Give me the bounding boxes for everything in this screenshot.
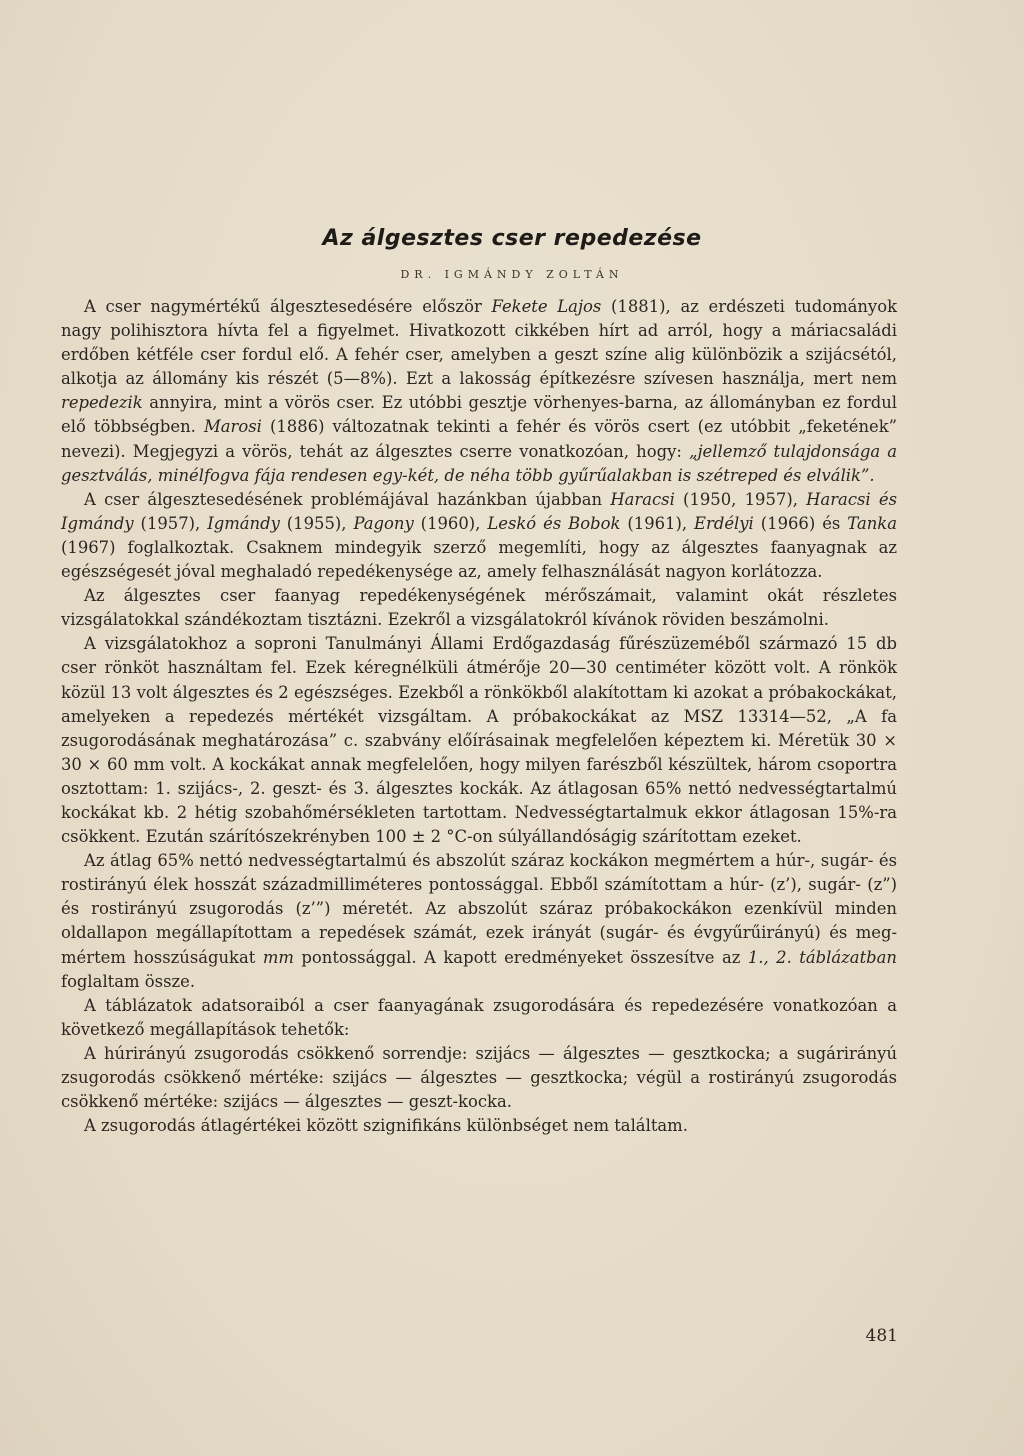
text-run: Leskó és Bobok [487, 513, 621, 533]
text-run: A táblázatok adatsoraiból a cser faanyagának zsugorodására és repedezésére vonatkozóan a következő megállapítások tehetők: [61, 995, 897, 1039]
text-run: (1961), [620, 513, 695, 533]
paragraph-6 [61, 994, 897, 1042]
text-run: (1960), [413, 513, 488, 533]
text-run: Haracsi és Igmándy [61, 489, 898, 533]
text-run: mm [262, 947, 294, 967]
text-run: Erdélyi [694, 513, 754, 533]
text-run: (1967) foglalkoztak. Csaknem mindegyik szerző megemlíti, hogy az álgesztes faanyagnak az egészségesét jóval meghaladó repedékenysége az, amely felhasználását nagyon korlátozza. [61, 537, 897, 582]
text-run: 1., 2. táblázatban [747, 947, 897, 967]
text-run: A zsugorodás átlagértékei között szignifikáns különbséget nem találtam. [84, 1116, 688, 1136]
article-author: DR. IGMÁNDY ZOLTÁN [400, 268, 624, 281]
text-run: Tanka [847, 513, 897, 533]
paragraph-4 [61, 632, 897, 849]
paragraph-8 [61, 1114, 897, 1138]
text-run: annyira, mint a vörös cser. Ez utóbbi gesztje vörhenyes-barna, az állományban ez fordul elő többségben. [61, 393, 897, 437]
text-run: (1950, 1957), [674, 489, 807, 509]
article-body [61, 295, 897, 1138]
text-run: foglaltam össze. [61, 971, 196, 991]
text-run: (1881), az erdészeti tudományok nagy polihisztora hívta fel a figyelmet. Hivatkozott cikkében hírt ad arról, hogy a máriacsaládi erdőben kétféle cser fordul elő. A fehér cser, amelyben a geszt színe alig különbözik a szijácsétól, alkotja az állomány kis részét (5—8%). Ezt a lakosság építkezésre szívesen használja, mert nem [61, 297, 897, 389]
paragraph-7 [61, 1042, 897, 1114]
paragraph-1 [61, 295, 897, 488]
text-run: A cser álgesztesedésének problémájával hazánkban újabban [84, 489, 611, 509]
page-number: 481 [865, 1326, 898, 1346]
text-run: Pagony [353, 513, 414, 533]
text-run: (1886) változatnak tekinti a fehér és vörös csert (ez utóbbit „feketének” nevezi). Megjegyzi a vörös, tehát az álgesztes cserre vonatkozóan, hogy: [61, 417, 898, 461]
paragraph-3 [61, 584, 897, 632]
text-run: A vizsgálatokhoz a soproni Tanulmányi Állami Erdőgazdaság fűrészüzeméből származó 15 db cser rönköt használtam fel. Ezek kéregnélküli átmérője 20—30 centiméter között volt. A rönkök közül 13 volt álgesztes és 2 egészséges. Ezekből a rönkökből alakítottam ki azokat a próbakockákat, amelyeken a repedezés mértékét vizsgáltam. A próbakockákat az MSZ 13314—52, „A fa zsugorodásának meghatározása” c. szabvány előírásainak megfelelően képeztem ki. Méretük 30 × 30 × 60 mm volt. A kockákat annak megfelelően, hogy milyen farészből készültek, három csoportra osztottam: 1. szijács-, 2. geszt- és 3. álgesztes kockák. Az átlagosan 65% nettó nedvességtartalmú kockákat kb. 2 hétig szobahőmérsékleten tartottam. Nedvességtartalmuk ekkor átlagosan 15%-ra csökkent. Ezután szárítószekrényben 100 ± 2 °C-on súlyállandóságig szárítottam ezeket. [61, 634, 897, 847]
text-run: Az álgesztes cser faanyag repedékenységének mérőszámait, valamint okát részletes vizsgálatokkal szándékoztam tisztázni. Ezekről a vizsgálatokról kívánok röviden beszámolni. [61, 586, 897, 630]
text-run: „jellemző tulajdonsága a gesztválás, minélfogva fája rendesen egy-két, de néha több gyűrűalakban is szétreped és elválik”. [61, 441, 897, 485]
text-run: repedezik [61, 393, 143, 413]
text-run: Igmándy [207, 513, 280, 533]
paragraph-2 [61, 488, 897, 584]
text-run: Marosi [203, 417, 262, 437]
paragraph-5 [61, 849, 897, 994]
text-run: A cser nagymértékű álgesztesedésére először [84, 297, 492, 316]
text-run: Az átlag 65% nettó nedvességtartalmú és abszolút száraz kockákon megmértem a húr-, sugár- és rostirányú élek hosszát századmilliméteres pontossággal. Ebből számítottam a húr- (z’), sugár- (z”) és rostirányú zsugorodás (z’”) méretét. Az abszolút száraz próbakockákon ezenkívül minden oldallapon megállapítottam a repedések számát, ezek irányát (sugár- és évgyűrűirányú) és megmértem hosszúságukat [61, 851, 897, 967]
text-run: A húrirányú zsugorodás csökkenő sorrendje: szijács — álgesztes — gesztkocka; a sugárirányú zsugorodás csökkenő mértéke: szijács — álgesztes — gesztkocka; végül a rostirányú zsugorodás csökkenő mértéke: szijács — álgesztes — geszt-kocka. [61, 1043, 897, 1112]
text-run: (1955), [279, 513, 354, 533]
text-run: (1966) és [753, 513, 848, 533]
text-run: (1957), [133, 513, 208, 533]
text-run: Haracsi [610, 489, 675, 509]
text-run: pontossággal. A kapott eredményeket összesítve az [293, 947, 748, 967]
article-title: Az álgesztes cser repedezése [322, 226, 702, 251]
text-run: Fekete Lajos [491, 297, 602, 316]
